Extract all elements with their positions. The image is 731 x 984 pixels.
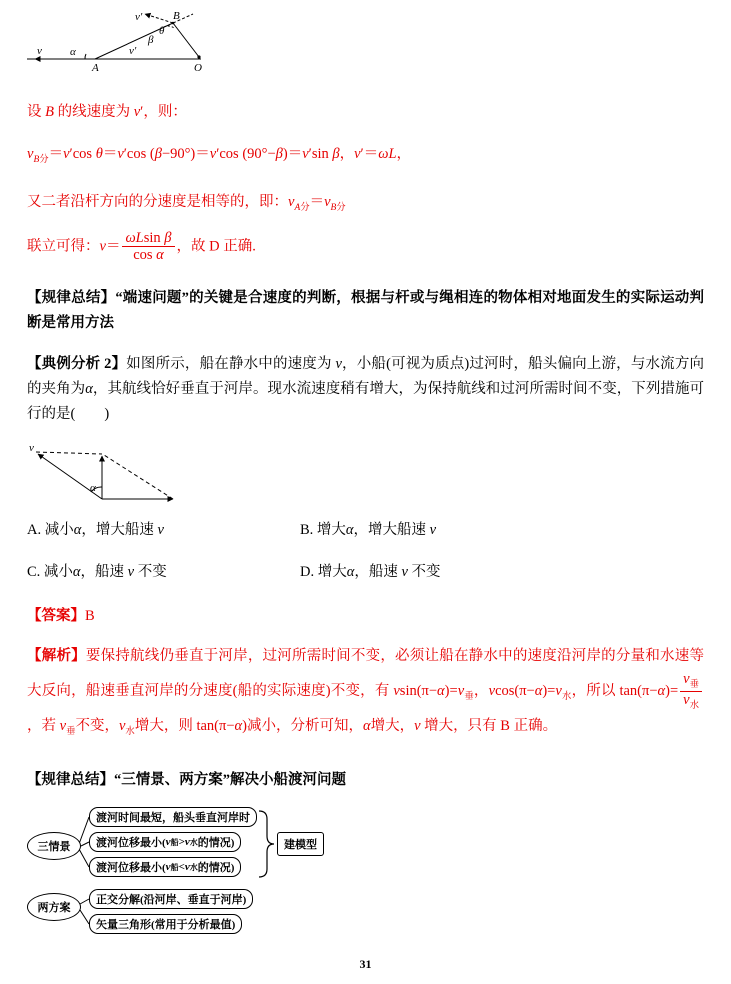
boat-velocity-label-v: v: [29, 442, 34, 455]
example-2: [27, 352, 704, 427]
solution-conclusion: 联立可得：v＝ $\frac{\text{ωLsin β}}{\text{cos α}}$ ，故 D 正确.: [27, 229, 256, 264]
rule-summary-2-label: 【规律总结】: [27, 772, 114, 789]
angle-label-theta: θ: [159, 25, 165, 37]
point-b-dot: [172, 22, 175, 25]
analysis-paragraph: [27, 642, 704, 746]
solution-line-1: 设 B 的线速度为 v′，则：: [27, 104, 187, 120]
rule-summary-text: “端速问题”的关键是合速度的判断，根据与杆或与绳相连的物体相对地面发生的实际运动判断是常用方法: [27, 290, 705, 332]
method-orthogonal-decomposition: 正交分解(沿河岸、垂直于河岸): [89, 889, 253, 909]
angle-label-alpha: α: [70, 46, 76, 58]
option-d: D. 增大α，船速 v 不变: [300, 564, 441, 581]
solution-line-3: 又二者沿杆方向的分速度是相等的，即：$v_{A分}=v_{B分}$: [27, 193, 346, 213]
analysis-label: 【解析】: [27, 648, 86, 665]
velocity-label-v: v: [37, 45, 42, 57]
scenario-min-displacement-faster-boat: 渡河位移最小( v 船 > v 水 的情况): [89, 832, 241, 852]
angle-label-beta: β: [148, 34, 154, 46]
rule-summary-1: [27, 286, 704, 336]
option-b: B. 增大α，增大船速 v: [300, 522, 437, 539]
answer-label: 【答案】: [27, 608, 85, 625]
scenario-shortest-time: 渡河时间最短，船头垂直河岸时: [89, 807, 257, 827]
example-label: 【典例分析 2】: [27, 356, 127, 373]
example-text: 如图所示，船在静水中的速度为 v，小船(可视为质点)过河时，船头偏向上游，与水流方向的夹角为α，其航线恰好垂直于河岸。现水流速度稍有增大，为保持航线和过河所需时间不变，下列措施可行的是( ): [27, 356, 705, 423]
rod-end-velocity-diagram: [23, 10, 223, 72]
rule-summary-label: 【规律总结】: [27, 290, 116, 307]
velocity-label-v-prime-mid: v′: [129, 45, 137, 57]
point-label-o: O: [194, 62, 202, 72]
option-c: C. 减小α，船速 v 不变: [27, 564, 167, 581]
rule-summary-2: [27, 768, 704, 793]
rule-summary-2-text: “三情景、两方案”解决小船渡河问题: [114, 772, 346, 789]
node-build-model: 建模型: [277, 832, 324, 856]
node-two-methods: 两方案: [27, 893, 81, 921]
answer-value: B: [85, 608, 95, 625]
scenario-min-displacement-faster-current: 渡河位移最小( v 船 < v 水 的情况): [89, 857, 241, 877]
river-crossing-flowchart: [27, 807, 327, 937]
vector-lines: [36, 452, 173, 499]
velocity-label-v-prime-top: v′: [135, 11, 143, 23]
node-three-scenarios: 三情景: [27, 832, 81, 860]
point-label-b: B: [173, 10, 180, 22]
pivot-point: [197, 55, 200, 58]
answer-line: [27, 606, 704, 626]
method-vector-triangle: 矢量三角形(常用于分析最值): [89, 914, 242, 934]
analysis-text: 要保持航线仍垂直于河岸，过河所需时间不变，必须让船在静水中的速度沿河岸的分量和水速等大反向，船速垂直河岸的分速度(船的实际速度)不变，有 $vsin(\pi-\alpha)=v_垂$，$vcos(\pi-\alpha)=v_水$，所以 tan(π−α)= $\frac{v_垂}{v_水}$ ，若 $v_垂$不变，$v_水$增大，则 tan(π−α)减小，分析可知，α增大，v 增大，只有 B 正确。: [27, 648, 704, 737]
page-number: 31: [359, 957, 372, 971]
answer-options: [27, 520, 704, 582]
angle-label-alpha: α: [90, 482, 96, 495]
boat-river-vector-diagram: [27, 441, 202, 507]
option-a: A. 减小α，增大船速 v: [27, 522, 164, 539]
point-label-a: A: [92, 62, 99, 72]
solution-formula: $v_{B分}=v'\cos$ θ＝v′cos (β−90°)＝v′cos (90°−β)＝v′sin β，v′＝ωL，: [27, 146, 412, 165]
